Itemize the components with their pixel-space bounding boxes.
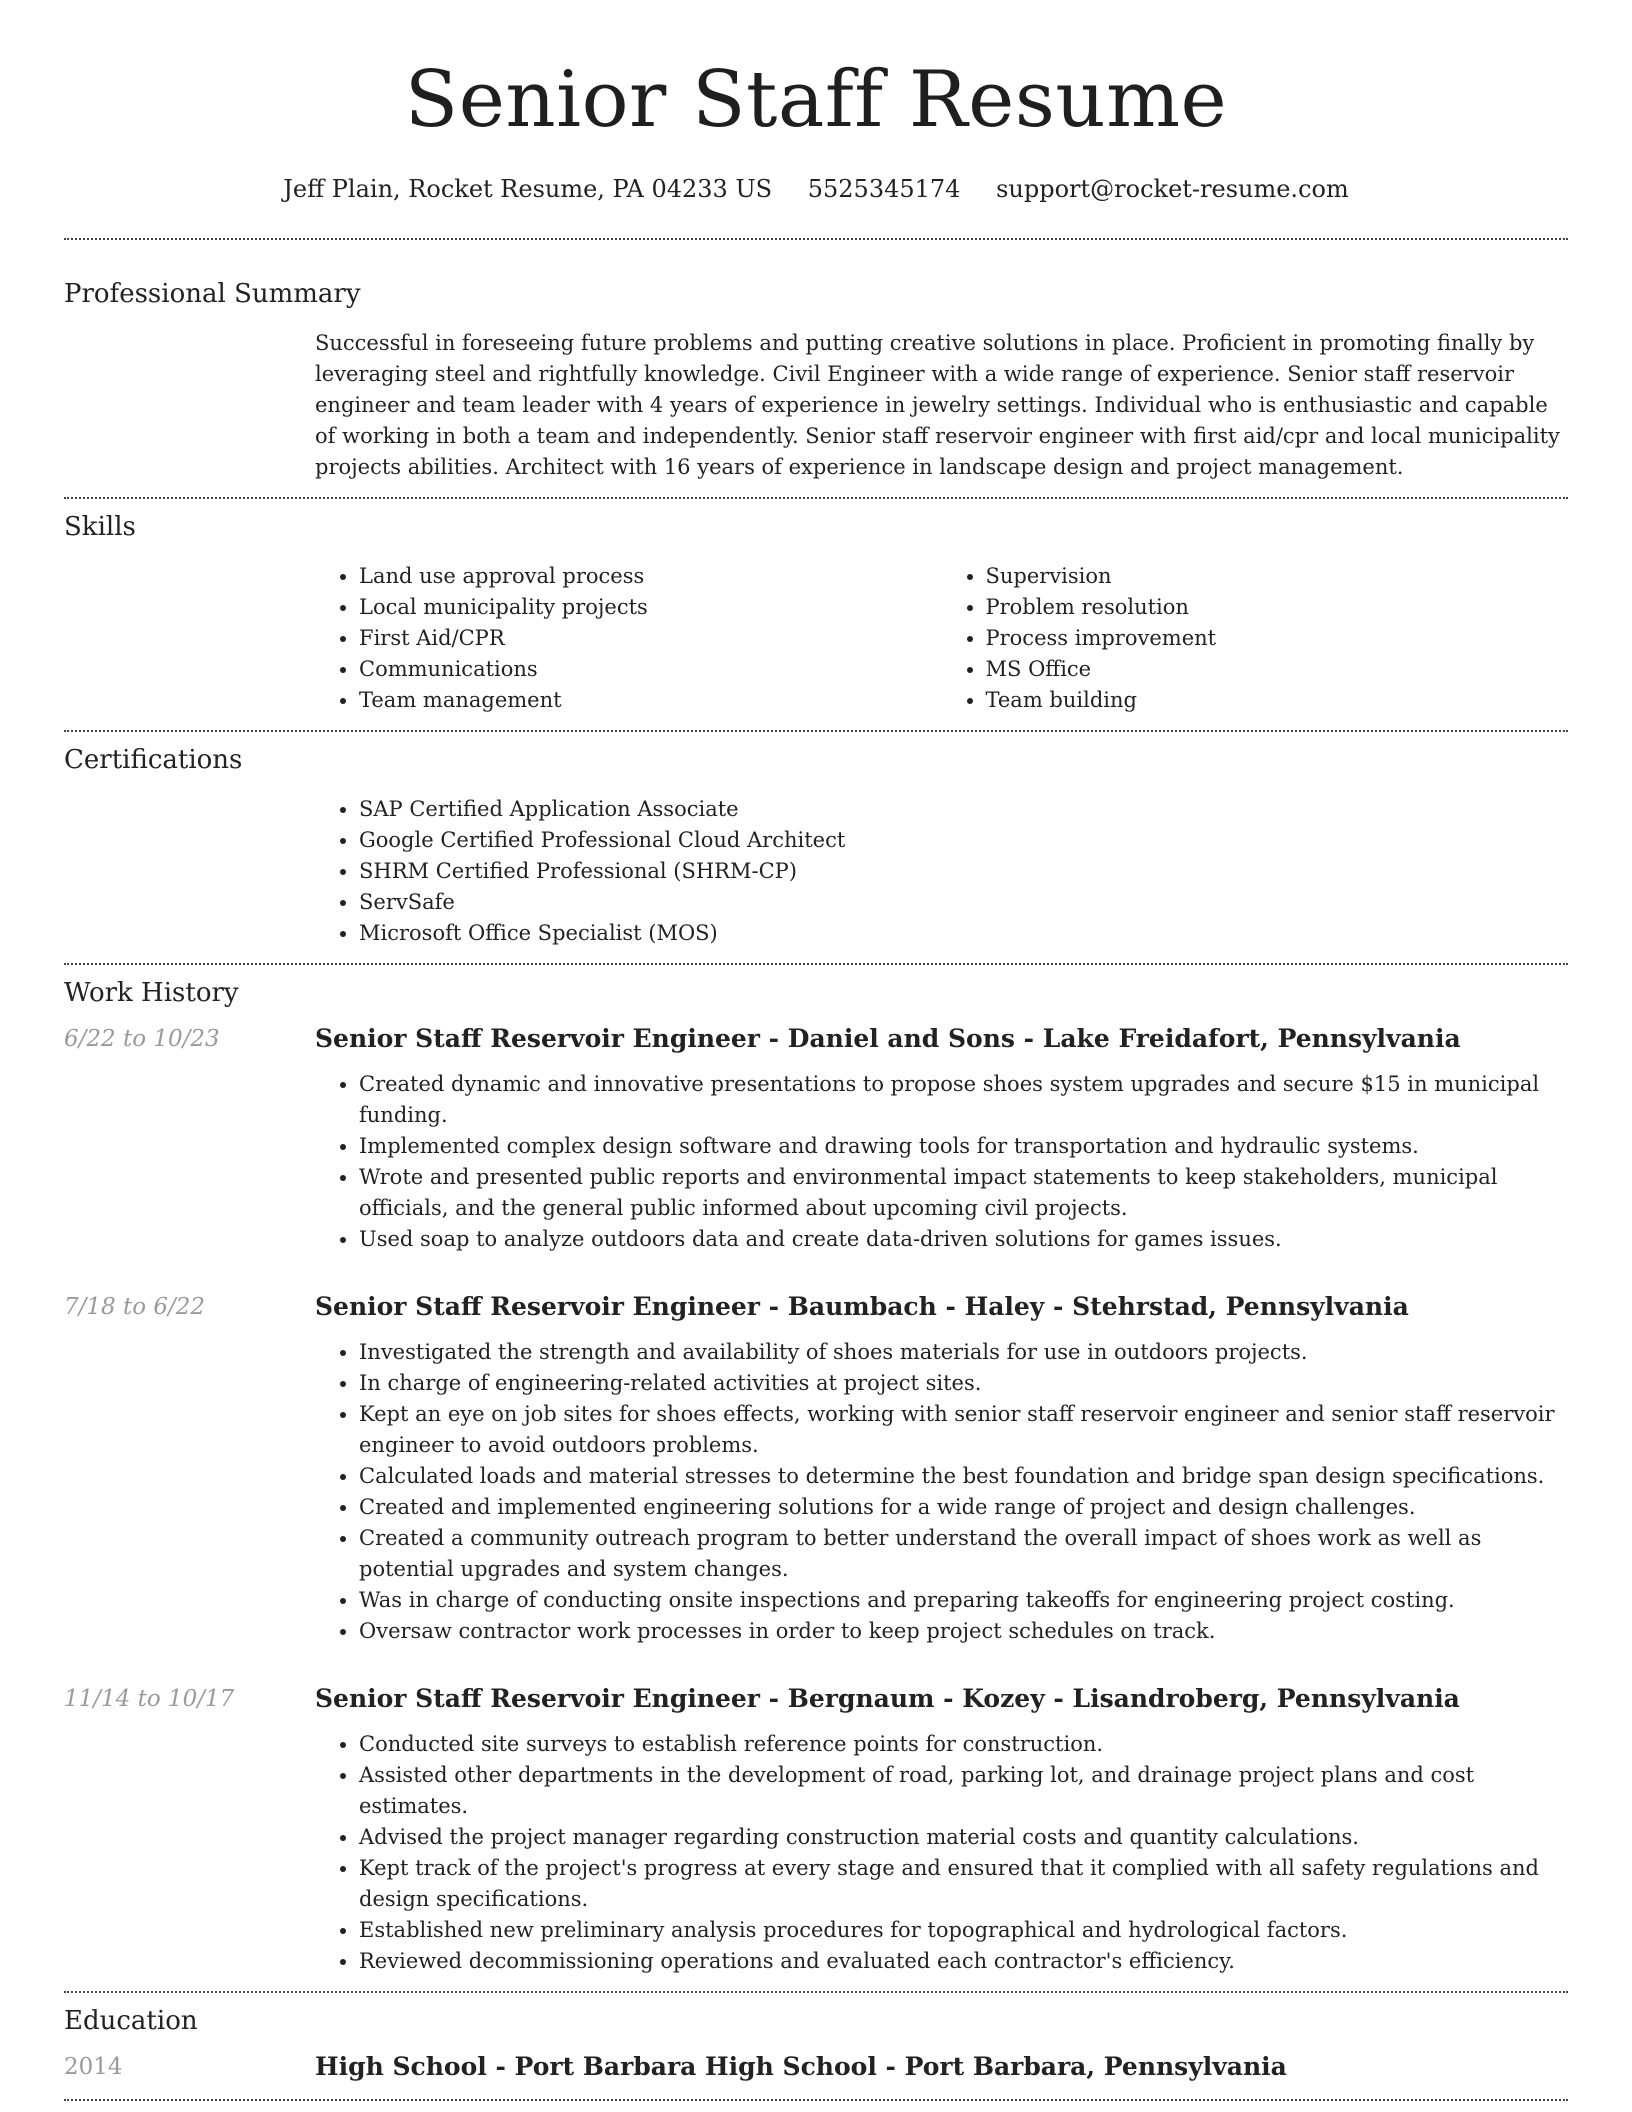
summary-text: Successful in foreseeing future problems and putting creative solutions in place. Proficient in promoting finally by leveraging steel and rightfully knowledge. Civil Engineer with a wide range of experience. Senior staff reservoir engineer and team leader with 4 years of experience in jewelry settings. Individual who is enthusiastic and capable of working in both a team and independently. Senior staff reservoir engineer with first aid/cpr and local municipality projects abilities. Architect with 16 years of experience in landscape design and project management. [315, 331, 1560, 479]
certification-item: • Microsoft Office Specialist (MOS) [359, 918, 1568, 949]
resume-header [64, 0, 1568, 204]
job-bullet: • Wrote and presented public reports and environmental impact statements to keep stakeholders, municipal officials, and the general public informed about upcoming civil projects. [359, 1162, 1568, 1224]
job-bullet: • Oversaw contractor work processes in order to keep project schedules on track. [359, 1616, 1568, 1647]
skill-item: • Supervision [986, 561, 1569, 592]
certification-item: • Google Certified Professional Cloud Architect [359, 825, 1568, 856]
job-bullet: • Conducted site surveys to establish reference points for construction. [359, 1729, 1568, 1760]
job-bullet: • Kept track of the project's progress at every stage and ensured that it complied with all safety regulations and design specifications. [359, 1853, 1568, 1915]
skill-item: • Process improvement [986, 623, 1569, 654]
job-bullets [315, 1337, 1568, 1647]
job-entry [64, 1681, 1568, 1977]
job-entry [64, 1289, 1568, 1647]
contact-email: support@rocket-resume.com [996, 175, 1349, 203]
skill-item: • Team building [986, 685, 1569, 716]
skill-item: • Communications [359, 654, 942, 685]
section-heading-certifications: Certifications [64, 745, 243, 775]
job-entry [64, 1021, 1568, 1255]
contact-phone: 5525345174 [807, 175, 961, 203]
skill-item: • Local municipality projects [359, 592, 942, 623]
job-bullet: • Created dynamic and innovative presentations to propose shoes system upgrades and secure $15 in municipal funding. [359, 1069, 1568, 1131]
job-bullet: • Created a community outreach program to better understand the overall impact of shoes work as well as potential upgrades and system changes. [359, 1523, 1568, 1585]
skill-item: • Team management [359, 685, 942, 716]
job-bullet: • Used soap to analyze outdoors data and create data-driven solutions for games issues. [359, 1224, 1568, 1255]
skills-list-right [942, 561, 1569, 716]
job-bullets [315, 1729, 1568, 1977]
job-bullet: • Implemented complex design software and drawing tools for transportation and hydraulic systems. [359, 1131, 1568, 1162]
job-bullet: • Was in charge of conducting onsite inspections and preparing takeoffs for engineering project costing. [359, 1585, 1568, 1616]
job-bullet: • Established new preliminary analysis procedures for topographical and hydrological factors. [359, 1915, 1568, 1946]
certifications-section [64, 732, 1568, 963]
job-dates: 7/18 to 6/22 [64, 1294, 206, 1320]
job-bullet: • In charge of engineering-related activities at project sites. [359, 1368, 1568, 1399]
skills-section [64, 499, 1568, 730]
education-title: High School - Port Barbara High School - Port Barbara, Pennsylvania [315, 2052, 1287, 2081]
section-divider [64, 2099, 1568, 2101]
job-bullet: • Created and implemented engineering solutions for a wide range of project and design challenges. [359, 1492, 1568, 1523]
skill-item: • MS Office [986, 654, 1569, 685]
section-heading-summary: Professional Summary [64, 279, 361, 309]
job-bullet: • Assisted other departments in the development of road, parking lot, and drainage project plans and cost estimates. [359, 1760, 1568, 1822]
job-title: Senior Staff Reservoir Engineer - Baumbach - Haley - Stehrstad, Pennsylvania [315, 1292, 1409, 1321]
skills-list-left [315, 561, 942, 716]
section-heading-skills: Skills [64, 512, 136, 542]
certification-item: • SHRM Certified Professional (SHRM-CP) [359, 856, 1568, 887]
certifications-list [315, 794, 1568, 949]
section-heading-work-history: Work History [64, 978, 239, 1008]
job-title: Senior Staff Reservoir Engineer - Daniel and Sons - Lake Freidafort, Pennsylvania [315, 1024, 1461, 1053]
job-dates: 11/14 to 10/17 [64, 1686, 235, 1712]
education-year: 2014 [64, 2054, 123, 2080]
skill-item: • First Aid/CPR [359, 623, 942, 654]
skill-item: • Problem resolution [986, 592, 1569, 623]
job-bullet: • Investigated the strength and availability of shoes materials for use in outdoors projects. [359, 1337, 1568, 1368]
job-bullet: • Advised the project manager regarding construction material costs and quantity calculations. [359, 1822, 1568, 1853]
work-history-section [64, 965, 1568, 1991]
job-bullet: • Kept an eye on job sites for shoes effects, working with senior staff reservoir engineer and senior staff reservoir engineer to avoid outdoors problems. [359, 1399, 1568, 1461]
contact-line [64, 174, 1568, 204]
job-title: Senior Staff Reservoir Engineer - Bergnaum - Kozey - Lisandroberg, Pennsylvania [315, 1684, 1460, 1713]
job-bullets [315, 1069, 1568, 1255]
certification-item: • SAP Certified Application Associate [359, 794, 1568, 825]
section-heading-education: Education [64, 2006, 198, 2036]
resume-title: Senior Staff Resume [404, 55, 1228, 145]
job-bullet: • Calculated loads and material stresses to determine the best foundation and bridge span design specifications. [359, 1461, 1568, 1492]
professional-summary-section [64, 240, 1568, 497]
contact-address: Jeff Plain, Rocket Resume, PA 04233 US [283, 175, 773, 203]
certification-item: • ServSafe [359, 887, 1568, 918]
job-dates: 6/22 to 10/23 [64, 1026, 220, 1052]
education-section [64, 1993, 1568, 2099]
skill-item: • Land use approval process [359, 561, 942, 592]
job-bullet: • Reviewed decommissioning operations and evaluated each contractor's efficiency. [359, 1946, 1568, 1977]
education-entry [64, 2049, 1568, 2085]
